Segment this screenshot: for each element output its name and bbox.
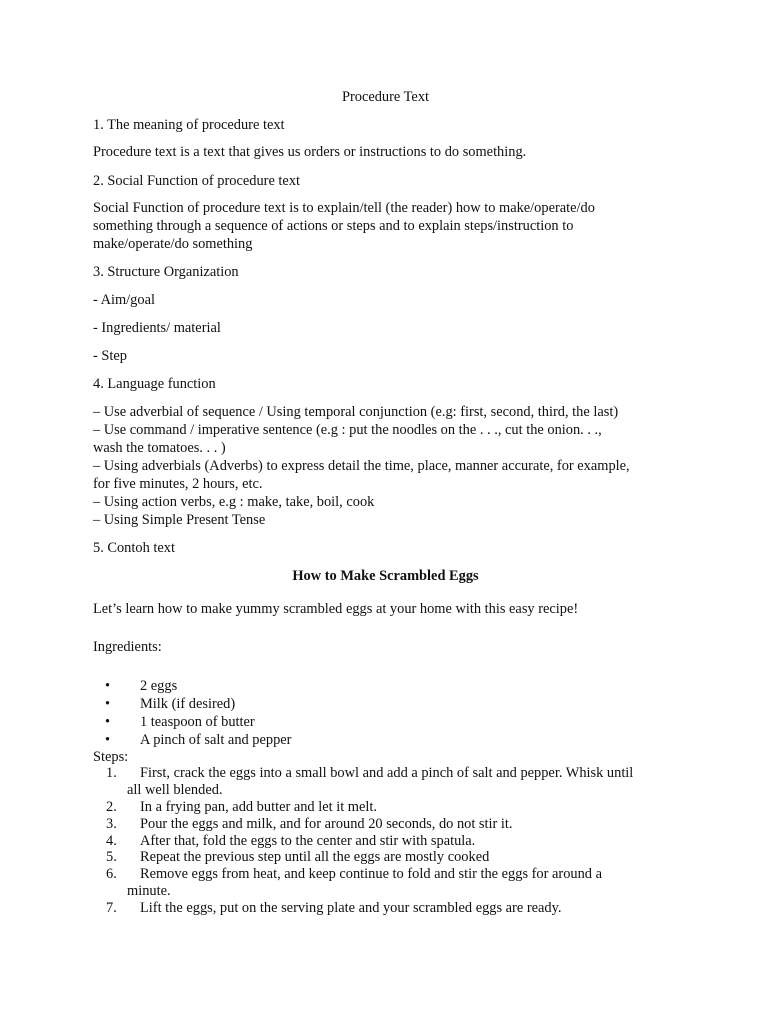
bullet-icon: • <box>105 732 111 748</box>
step-number: 5. <box>106 849 117 865</box>
section-5-heading: 5. Contoh text <box>93 540 175 556</box>
section-3-heading: 3. Structure Organization <box>93 264 239 280</box>
step-5: 5. Repeat the previous step until all the eggs are mostly cooked <box>93 848 489 866</box>
ingredients-list <box>93 677 291 749</box>
language-function-line: for five minutes, 2 hours, etc. <box>93 476 263 492</box>
ingredient-item: • Milk (if desired) <box>105 696 236 712</box>
structure-item-step: - Step <box>93 348 127 364</box>
step-number: 6. <box>106 866 117 882</box>
step-number: 2. <box>106 799 117 815</box>
step-number: 7. <box>106 900 117 916</box>
language-function-line: – Use command / imperative sentence (e.g : put the noodles on the . . ., cut the onion. . ., <box>93 422 602 438</box>
structure-item-ingredients: - Ingredients/ material <box>93 320 221 336</box>
step-number: 1. <box>106 765 117 781</box>
language-function-line: – Using Simple Present Tense <box>93 512 266 528</box>
section-2-body-line-2: something through a sequence of actions or steps and to explain steps/instruction to <box>93 218 574 234</box>
step-2: 2. In a frying pan, add butter and let it melt. <box>93 798 377 816</box>
step-6-line-1: 6. Remove eggs from heat, and keep continue to fold and stir the eggs for around a <box>93 865 602 883</box>
step-7: 7. Lift the eggs, put on the serving plate and your scrambled eggs are ready. <box>93 899 561 917</box>
step-1-line-2: all well blended. <box>127 782 223 798</box>
bullet-icon: • <box>105 696 111 712</box>
language-function-line: wash the tomatoes. . . ) <box>93 440 226 456</box>
section-2-body-line-1: Social Function of procedure text is to explain/tell (the reader) how to make/operate/do <box>93 200 595 216</box>
ingredient-item: • 2 eggs <box>105 678 178 694</box>
language-function-line: – Using adverbials (Adverbs) to express detail the time, place, manner accurate, for example, <box>93 458 630 474</box>
language-function-line: – Using action verbs, e.g : make, take, boil, cook <box>93 494 375 510</box>
recipe-title: How to Make Scrambled Eggs <box>292 568 479 584</box>
steps-label: Steps: <box>93 749 129 765</box>
document-title: Procedure Text <box>341 89 430 105</box>
structure-item-aim: - Aim/goal <box>93 292 155 308</box>
bullet-icon: • <box>105 714 111 730</box>
language-function-line: – Use adverbial of sequence / Using temporal conjunction (e.g: first, second, third, the last) <box>93 404 619 420</box>
step-number: 3. <box>106 816 117 832</box>
section-2-body-line-3: make/operate/do something <box>93 236 253 252</box>
recipe-intro: Let’s learn how to make yummy scrambled eggs at your home with this easy recipe! <box>93 601 579 617</box>
step-1-line-1: 1. First, crack the eggs into a small bowl and add a pinch of salt and pepper. Whisk until <box>93 764 633 782</box>
step-6-line-2: minute. <box>127 883 171 899</box>
section-1-body: Procedure text is a text that gives us orders or instructions to do something. <box>93 144 527 160</box>
section-4-heading: 4. Language function <box>93 376 216 392</box>
step-number: 4. <box>106 833 117 849</box>
step-3: 3. Pour the eggs and milk, and for around 20 seconds, do not stir it. <box>93 815 513 833</box>
bullet-icon: • <box>105 678 111 694</box>
section-1-heading: 1. The meaning of procedure text <box>93 117 285 133</box>
section-2-heading: 2. Social Function of procedure text <box>93 173 301 189</box>
ingredient-item: • 1 teaspoon of butter <box>105 714 255 730</box>
ingredient-item: • A pinch of salt and pepper <box>105 732 292 748</box>
ingredients-label: Ingredients: <box>93 639 162 655</box>
step-4: 4. After that, fold the eggs to the center and stir with spatula. <box>93 832 475 850</box>
